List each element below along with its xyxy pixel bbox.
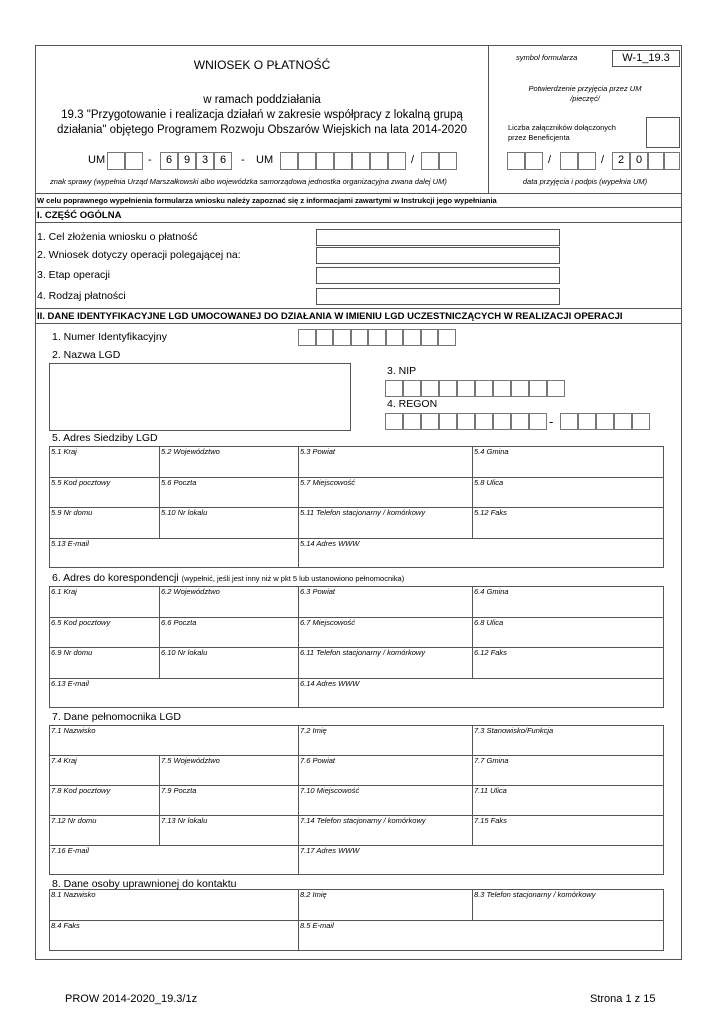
contact-title: 8. Dane osoby uprawnionej do kontaktu	[52, 878, 237, 890]
regon-dash: -	[549, 414, 554, 429]
date-note: data przyjęcia i podpis (wypełnia UM)	[522, 177, 648, 186]
corr-field-label: 6.8 Ulica	[474, 617, 504, 627]
id-cell-4[interactable]	[351, 329, 369, 346]
subtitle-line3: działania" objętego Programem Rozwoju Obszarów Wiejskich na lata 2014-2020	[57, 124, 467, 136]
header-bottom-rule	[35, 193, 682, 194]
proxy-title: 7. Dane pełnomocnika LGD	[52, 711, 181, 723]
nip-label: 3. NIP	[387, 365, 417, 377]
case-slash: /	[411, 154, 415, 166]
address-field[interactable]	[472, 507, 664, 538]
corr-field[interactable]	[159, 617, 298, 648]
subtitle-line2: 19.3 "Przygotowanie i realizacja działań w zakresie współpracy z lokalną grupą	[61, 109, 463, 121]
nip-cell-6[interactable]	[475, 380, 493, 397]
date-year-4[interactable]	[664, 152, 680, 170]
id-cell-5[interactable]	[368, 329, 386, 346]
corr-field[interactable]	[49, 617, 159, 648]
instruction-text: W celu poprawnego wypełnienia formularza wniosku należy zapoznać się z informacjami zawartymi w Instrukcji jego wypełniania	[37, 196, 497, 205]
proxy-field[interactable]	[298, 845, 664, 875]
case-seq-7[interactable]	[388, 152, 406, 170]
regon-cell-9[interactable]	[529, 413, 547, 430]
proxy-field-label: 7.7 Gmina	[474, 756, 509, 765]
id-cell-6[interactable]	[386, 329, 404, 346]
nip-cell-3[interactable]	[421, 380, 439, 397]
address-field-label: 5.3 Powiat	[300, 447, 336, 456]
regon-cell-3[interactable]	[421, 413, 439, 430]
case-seq-1[interactable]	[280, 152, 298, 170]
proxy-field[interactable]	[159, 785, 298, 815]
nip-cell-8[interactable]	[511, 380, 529, 397]
address-field-label: 5.1 Kraj	[51, 447, 77, 456]
nip-cell-2[interactable]	[403, 380, 421, 397]
corr-title	[52, 572, 404, 584]
corr-field[interactable]	[472, 647, 664, 678]
corr-field-label: 6.2 Województwo	[161, 587, 220, 596]
instruction-rule	[35, 207, 682, 208]
corr-field[interactable]	[298, 647, 472, 678]
address-field-label: 5.11 Telefon stacjonarny / komórkowy	[300, 508, 426, 517]
field-4-input[interactable]	[316, 288, 560, 305]
corr-field-label: 6.1 Kraj	[51, 587, 77, 596]
corr-field[interactable]	[298, 678, 664, 709]
contact-field-label: 8.2 Imię	[300, 890, 327, 899]
corr-field-label: 6.12 Faks	[474, 648, 507, 657]
date-year-1[interactable]: 2	[612, 152, 630, 170]
field-4-label: 4. Rodzaj płatności	[37, 290, 126, 302]
attachments-line2: przez Beneficjenta	[508, 133, 570, 142]
corr-field-label: 6.9 Nr domu	[51, 648, 93, 657]
case-digit-1[interactable]: 6	[160, 152, 178, 170]
date-slash-1: /	[548, 154, 552, 166]
corr-field-label: 6.4 Gmina	[474, 587, 509, 596]
proxy-field-label: 7.16 E-mail	[51, 846, 89, 855]
address-field[interactable]	[298, 477, 472, 508]
um-label: UM	[88, 154, 106, 166]
regon-label: 4. REGON	[387, 398, 438, 410]
corr-field-label: 6.13 E-mail	[51, 678, 89, 688]
date-year-2[interactable]: 0	[630, 152, 648, 170]
lgd-name-label: 2. Nazwa LGD	[52, 349, 121, 361]
nip-cell-9[interactable]	[529, 380, 547, 397]
id-cell-1[interactable]	[298, 329, 316, 346]
proxy-field[interactable]	[298, 725, 472, 755]
proxy-field-label: 7.3 Stanowisko/Funkcja	[474, 726, 554, 735]
proxy-field[interactable]	[49, 755, 159, 785]
case-digit-4[interactable]: 6	[214, 152, 232, 170]
nip-cell-4[interactable]	[439, 380, 457, 397]
corr-title-text: 6. Adres do korespondencji	[52, 572, 179, 584]
date-day-2[interactable]	[525, 152, 543, 170]
case-dash: -	[148, 154, 152, 166]
field-3-input[interactable]	[316, 267, 560, 284]
symbol-value: W-1_19.3	[622, 52, 670, 64]
field-2-input[interactable]	[316, 247, 560, 264]
address-field-label: 5.8 Ulica	[474, 477, 504, 487]
proxy-field[interactable]	[49, 845, 298, 875]
footer-right: Strona 1 z 15	[590, 993, 656, 1005]
address-field[interactable]	[298, 507, 472, 538]
subtitle-line1: w ramach poddziałania	[203, 94, 321, 106]
date-month-1[interactable]	[560, 152, 578, 170]
address-field[interactable]	[49, 477, 159, 508]
contact-field-label: 8.4 Faks	[51, 921, 80, 930]
address-field-label: 5.14 Adres WWW	[300, 538, 360, 548]
confirm-line1: Potwierdzenie przyjęcia przez UM	[528, 84, 642, 93]
lgd-name-input[interactable]	[49, 363, 351, 431]
corr-note: (wypełnić, jeśli jest inny niż w pkt 5 lub ustanowiono pełnomocnika)	[181, 574, 405, 583]
date-year-3[interactable]	[648, 152, 664, 170]
corr-field[interactable]	[159, 647, 298, 678]
section-2-top-rule	[35, 308, 682, 309]
proxy-field-label: 7.12 Nr domu	[51, 816, 97, 825]
proxy-field-label: 7.8 Kod pocztowy	[51, 786, 111, 795]
corr-field[interactable]	[298, 617, 472, 648]
proxy-field-label: 7.13 Nr lokalu	[161, 816, 208, 825]
regon-cell-6[interactable]	[475, 413, 493, 430]
address-field[interactable]	[298, 446, 472, 477]
nip-cell-5[interactable]	[457, 380, 475, 397]
address-field-label: 5.9 Nr domu	[51, 508, 93, 517]
date-month-2[interactable]	[578, 152, 596, 170]
proxy-field[interactable]	[298, 755, 472, 785]
contact-field[interactable]	[472, 889, 664, 920]
address-title: 5. Adres Siedziby LGD	[52, 432, 158, 444]
contact-field[interactable]	[298, 889, 472, 920]
corr-field-label: 6.11 Telefon stacjonarny / komórkowy	[300, 648, 426, 657]
regon-suffix-cell-1[interactable]	[560, 413, 578, 430]
symbol-label: symbol formularza	[516, 53, 578, 62]
proxy-field[interactable]	[298, 815, 472, 845]
id-cell-3[interactable]	[333, 329, 351, 346]
id-cell-9[interactable]	[438, 329, 456, 346]
proxy-field[interactable]	[472, 815, 664, 845]
um-cell-2[interactable]	[125, 152, 143, 170]
confirm-line2: /pieczęć/	[570, 94, 600, 103]
section-1-title: I. CZĘŚĆ OGÓLNA	[37, 210, 122, 221]
nip-cell-10[interactable]	[547, 380, 565, 397]
address-field[interactable]	[298, 538, 664, 569]
corr-field[interactable]	[49, 586, 159, 617]
address-field-label: 5.4 Gmina	[474, 447, 509, 456]
regon-cell-1[interactable]	[385, 413, 403, 430]
field-1-label: 1. Cel złożenia wniosku o płatność	[37, 231, 198, 243]
case-note: znak sprawy (wypełnia Urząd Marszałkowski albo wojewódzka samorządowa jednostka organizacyjna zwana dalej UM)	[50, 177, 447, 186]
regon-suffix-cell-3[interactable]	[596, 413, 614, 430]
regon-cell-2[interactable]	[403, 413, 421, 430]
corr-field-label: 6.7 Miejscowość	[300, 617, 356, 627]
address-field-label: 5.13 E-mail	[51, 538, 89, 548]
case-year-2[interactable]	[439, 152, 457, 170]
address-field[interactable]	[472, 477, 664, 508]
proxy-field-label: 7.9 Poczta	[161, 786, 197, 795]
um-cell-1[interactable]	[107, 152, 125, 170]
attachments-count-box[interactable]	[646, 117, 680, 148]
regon-cell-8[interactable]	[511, 413, 529, 430]
address-field[interactable]	[49, 538, 298, 569]
proxy-field-label: 7.10 Miejscowość	[300, 786, 360, 795]
corr-field-label: 6.10 Nr lokalu	[161, 648, 208, 657]
address-field[interactable]	[159, 477, 298, 508]
form-title: WNIOSEK O PŁATNOŚĆ	[193, 58, 331, 72]
proxy-field-label: 7.15 Faks	[474, 816, 507, 825]
footer-left: PROW 2014-2020_19.3/1z	[65, 993, 198, 1005]
address-field[interactable]	[159, 507, 298, 538]
corr-field-label: 6.6 Poczta	[161, 617, 197, 627]
section-2-title: II. DANE IDENTYFIKACYJNE LGD UMOCOWANEJ DO DZIAŁANIA W IMIENIU LGD UCZESTNICZĄCYCH W REALIZACJI OPERACJI	[37, 311, 623, 322]
proxy-field[interactable]	[49, 725, 298, 755]
regon-cell-7[interactable]	[493, 413, 511, 430]
field-1-input[interactable]	[316, 229, 560, 246]
field-3-label: 3. Etap operacji	[37, 269, 110, 281]
corr-field[interactable]	[298, 586, 472, 617]
date-day-1[interactable]	[507, 152, 525, 170]
proxy-field-label: 7.5 Województwo	[161, 756, 220, 765]
address-field-label: 5.5 Kod pocztowy	[51, 477, 111, 487]
nip-cell-1[interactable]	[385, 380, 403, 397]
header-divider	[488, 45, 489, 193]
proxy-field-label: 7.2 Imię	[300, 726, 327, 735]
address-field[interactable]	[49, 507, 159, 538]
proxy-field-label: 7.11 Ulica	[474, 786, 507, 795]
proxy-field[interactable]	[298, 785, 472, 815]
id-cell-8[interactable]	[421, 329, 439, 346]
case-seq-4[interactable]	[334, 152, 352, 170]
section-2-rule	[35, 323, 682, 324]
contact-field[interactable]	[298, 920, 664, 951]
corr-field[interactable]	[49, 647, 159, 678]
contact-field[interactable]	[49, 889, 298, 920]
proxy-field-label: 7.4 Kraj	[51, 756, 77, 765]
proxy-field-label: 7.17 Adres WWW	[300, 846, 360, 855]
nip-cell-7[interactable]	[493, 380, 511, 397]
proxy-field[interactable]	[472, 755, 664, 785]
regon-suffix-cell-4[interactable]	[614, 413, 632, 430]
address-field[interactable]	[472, 446, 664, 477]
contact-field-label: 8.1 Nazwisko	[51, 890, 96, 899]
address-field-label: 5.6 Poczta	[161, 477, 197, 487]
regon-suffix-cell-2[interactable]	[578, 413, 596, 430]
um-label-2: UM	[256, 154, 274, 166]
address-field[interactable]	[49, 446, 159, 477]
proxy-field-label: 7.6 Powiat	[300, 756, 336, 765]
field-2-label: 2. Wniosek dotyczy operacji polegającej na:	[37, 249, 241, 261]
case-seq-2[interactable]	[298, 152, 316, 170]
regon-cell-4[interactable]	[439, 413, 457, 430]
proxy-field-label: 7.1 Nazwisko	[51, 726, 96, 735]
section-1-rule	[35, 222, 682, 223]
proxy-field[interactable]	[49, 785, 159, 815]
address-field-label: 5.12 Faks	[474, 508, 507, 517]
address-field-label: 5.10 Nr lokalu	[161, 508, 208, 517]
proxy-field-label: 7.14 Telefon stacjonarny / komórkowy	[300, 816, 426, 825]
corr-field-label: 6.3 Powiat	[300, 587, 336, 596]
contact-field-label: 8.3 Telefon stacjonarny / komórkowy	[474, 890, 596, 899]
proxy-field[interactable]	[472, 785, 664, 815]
id-cell-2[interactable]	[316, 329, 334, 346]
address-field-label: 5.2 Województwo	[161, 447, 220, 456]
symbol-box	[612, 50, 680, 67]
proxy-field[interactable]	[159, 815, 298, 845]
corr-field-label: 6.5 Kod pocztowy	[51, 617, 111, 627]
regon-cell-5[interactable]	[457, 413, 475, 430]
case-dash-2: -	[241, 154, 245, 166]
address-field-label: 5.7 Miejscowość	[300, 477, 356, 487]
corr-field[interactable]	[159, 586, 298, 617]
date-slash-2: /	[601, 154, 605, 166]
contact-field[interactable]	[49, 920, 298, 951]
case-digit-3[interactable]: 3	[196, 152, 214, 170]
proxy-field[interactable]	[159, 755, 298, 785]
corr-field[interactable]	[49, 678, 298, 709]
attachments-line1: Liczba załączników dołączonych	[508, 123, 616, 132]
case-seq-6[interactable]	[370, 152, 388, 170]
proxy-field[interactable]	[49, 815, 159, 845]
case-year-1[interactable]	[421, 152, 439, 170]
regon-suffix-cell-5[interactable]	[632, 413, 650, 430]
corr-field-label: 6.14 Adres WWW	[300, 678, 360, 688]
proxy-field[interactable]	[472, 725, 664, 755]
case-seq-5[interactable]	[352, 152, 370, 170]
address-field[interactable]	[159, 446, 298, 477]
id-cell-7[interactable]	[403, 329, 421, 346]
case-seq-3[interactable]	[316, 152, 334, 170]
corr-field[interactable]	[472, 617, 664, 648]
case-digit-2[interactable]: 9	[178, 152, 196, 170]
contact-field-label: 8.5 E-mail	[300, 921, 334, 930]
id-number-label: 1. Numer Identyfikacyjny	[52, 331, 167, 343]
corr-field[interactable]	[472, 586, 664, 617]
